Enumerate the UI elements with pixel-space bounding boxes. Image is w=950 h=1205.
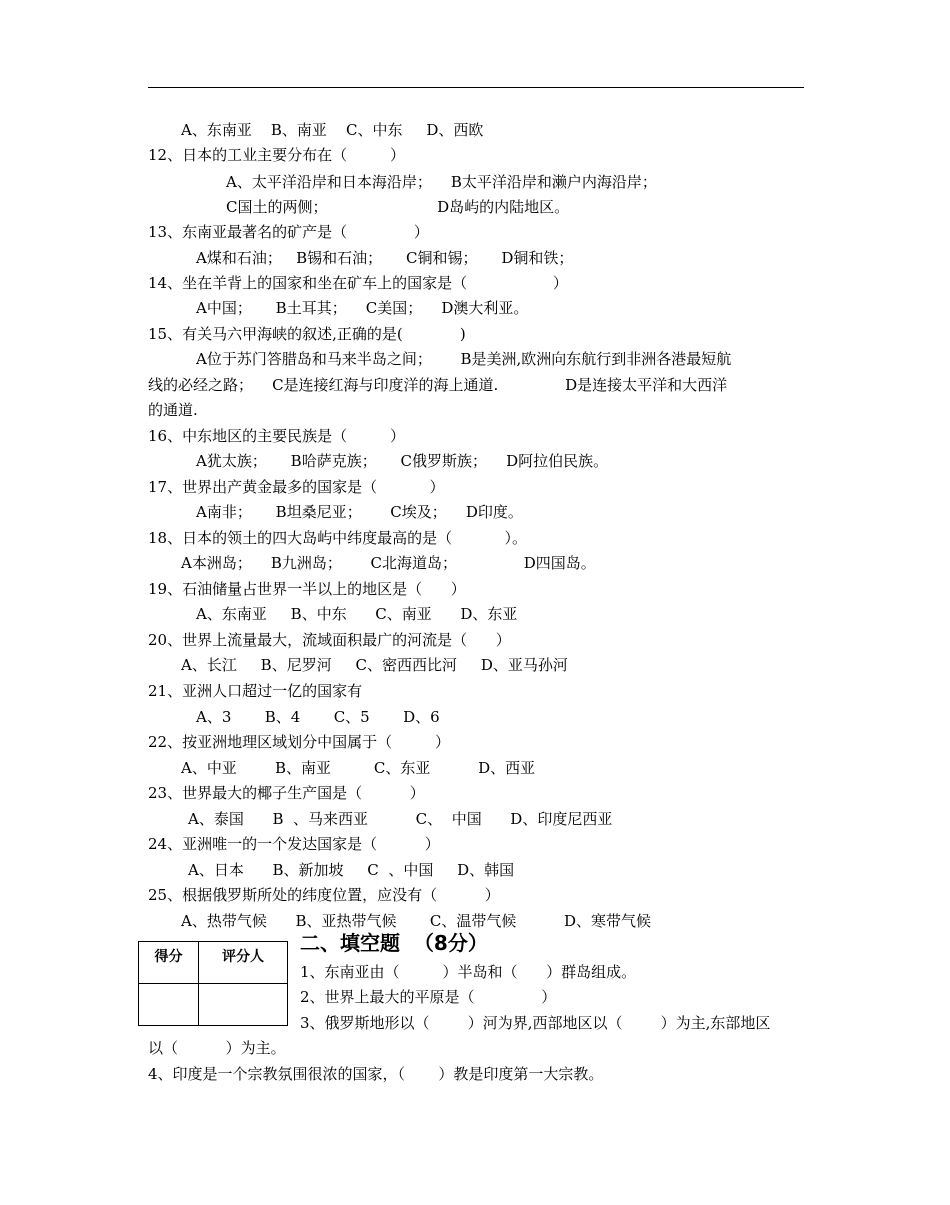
q15-text-1: A位于苏门答腊岛和马来半岛之间； B是美洲,欧洲向东航行到非洲各港最短航 [196,350,732,368]
q22-options: A、中亚 B、南亚 C、东亚 D、西亚 [181,759,536,777]
fill-question-4: 4、印度是一个宗教氛围很浓的国家，（ ）教是印度第一大宗教。 [148,1065,604,1083]
question-16: 16、中东地区的主要民族是（ ） [148,427,406,445]
header-rule [148,87,804,88]
question-13: 13、东南亚最著名的矿产是（ ） [148,223,429,241]
question-12: 12、日本的工业主要分布在（ ） [148,146,406,164]
q16-options: A犹太族； B哈萨克族； C俄罗斯族； D阿拉伯民族。 [196,452,609,470]
fill-question-1: 1、东南亚由（ ）半岛和（ ）群岛组成。 [300,963,637,981]
question-25: 25、根据俄罗斯所处的纬度位置，应没有（ ） [148,886,500,904]
fill-question-3: 3、俄罗斯地形以（ ）河为界,西部地区以（ ）为主,东部地区 [300,1014,771,1032]
q17-options: A南非； B坦桑尼亚； C埃及； D印度。 [196,503,523,521]
score-cell [139,984,199,1026]
q20-options: A、长江 B、尼罗河 C、密西西比河 D、亚马孙河 [181,656,568,674]
q25-options: A、热带气候 B、亚热带气候 C、温带气候 D、寒带气候 [181,912,652,930]
q12-options-ab: A、太平洋沿岸和日本海沿岸； B太平洋沿岸和濑户内海沿岸； [226,173,657,191]
q13-options: A煤和石油； B锡和石油； C铜和锡； D铜和铁； [196,249,574,267]
score-header: 得分 [139,942,199,984]
q18-options: A本洲岛； B九洲岛； C北海道岛； D四国岛。 [181,554,596,572]
question-18: 18、日本的领土的四大岛屿中纬度最高的是（ ）。 [148,529,528,547]
q15-text-3: 的通道. [148,401,198,419]
question-19: 19、石油储量占世界一半以上的地区是（ ） [148,580,466,598]
fill-question-2: 2、世界上最大的平原是（ ） [300,988,557,1006]
question-24: 24、亚洲唯一的一个发达国家是（ ） [148,835,440,853]
q11-options: A、东南亚 B、南亚 C、中东 D、西欧 [181,121,484,139]
question-21: 21、亚洲人口超过一亿的国家有 [148,682,363,700]
question-14: 14、坐在羊背上的国家和坐在矿车上的国家是（ ） [148,274,568,292]
q21-options: A、3 B、4 C、5 D、6 [196,708,440,726]
q14-options: A中国； B土耳其； C美国； D澳大利亚。 [196,299,529,317]
question-17: 17、世界出产黄金最多的国家是（ ） [148,478,445,496]
question-20: 20、世界上流量最大，流域面积最广的河流是（ ） [148,631,511,649]
q12-options-cd: C国土的两侧； D岛屿的内陆地区。 [226,198,570,216]
question-22: 22、按亚洲地理区域划分中国属于（ ） [148,733,451,751]
q23-options: A、泰国 B 、马来西亚 C、 中国 D、印度尼西亚 [188,810,613,828]
score-table [138,941,288,1026]
question-23: 23、世界最大的椰子生产国是（ ） [148,784,425,802]
q24-options: A、日本 B、新加坡 C 、中国 D、韩国 [188,861,515,879]
grader-header: 评分人 [199,942,288,984]
fill-question-3-cont: 以（ ）为主。 [148,1039,286,1057]
q19-options: A、东南亚 B、中东 C、南亚 D、东亚 [196,605,518,623]
q15-text-2: 线的必经之路； C是连接红海与印度洋的海上通道. D是连接太平洋和大西洋 [148,376,728,394]
section-title: 二、填空题 （8分） [300,931,488,955]
grader-cell [199,984,288,1026]
question-15: 15、有关马六甲海峡的叙述,正确的是( ) [148,325,466,343]
